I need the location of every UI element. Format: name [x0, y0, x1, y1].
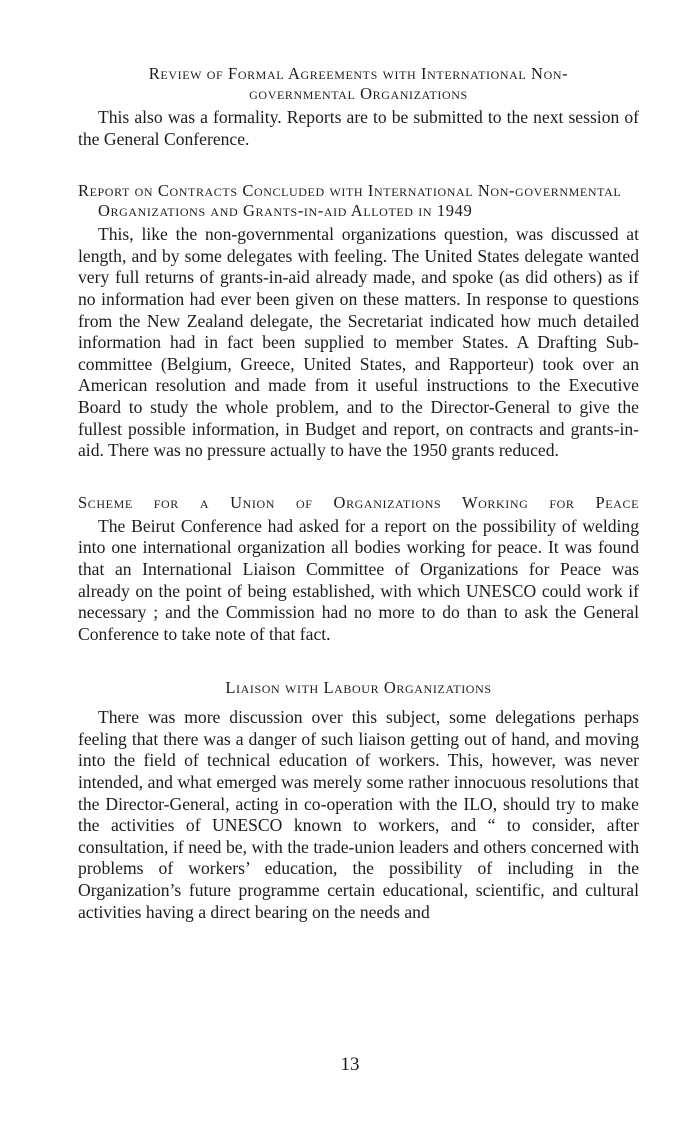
section-heading-contracts-grants: Report on Contracts Concluded with International Non-governmental Organizations and Grants-in-aid Alloted in 1949 [78, 181, 622, 221]
section-body-labour-liaison: There was more discussion over this subject, some delegations perhaps feeling that there was a danger of such liaison getting out of hand, and moving into the field of technical education of workers. This, however, was never intended, and what emerged was merely some rather innocuous resolutions that the Director-General, acting in co-operation with the ILO, should try to make the activities of UNESCO known to workers, and “ to consider, after consultation, if need be, with the trade-union leaders and others concerned with problems of workers’ education, the possibility of including in the Organization’s future programme certain educational, scientific, and cultural activities having a direct bearing on the needs and [78, 707, 639, 922]
document-page [78, 56, 639, 923]
section-heading-labour-liaison: Liaison with Labour Organizations [225, 678, 492, 698]
section-body-contracts-grants: This, like the non-governmental organizations question, was discussed at length, and by some delegates with feeling. The United States delegate wanted very full returns of grants-in-aid already made, and spoke (as did others) as if no information had ever been given on these matters. In response to questions from the New Zealand delegate, the Secretariat indicated how much detailed information had in fact been supplied to member States. A Drafting Sub-committee (Belgium, Greece, United States, and Rapporteur) took over an American resolution and made from it useful instructions to the Executive Board to study the whole problem, and to the Director-General to give the fullest possible information, in Budget and report, on contracts and grants-in-aid. There was no pressure actually to have the 1950 grants reduced. [78, 224, 639, 461]
section-heading-formal-agreements-line2: governmental Organizations [249, 84, 468, 103]
section-body-union-peace: The Beirut Conference had asked for a report on the possibility of welding into one international organization all bodies working for peace. It was found that an International Liaison Committee of Organizations for Peace was already on the point of being established, with which UNESCO could work if necessary ; and the Commission had no more to do than to ask the General Conference to take note of that fact. [78, 515, 639, 644]
section-heading-formal-agreements [78, 64, 639, 104]
section-body-formal-agreements: This also was a formality. Reports are to be submitted to the next session of the General Conference. [78, 107, 639, 149]
section-heading-union-peace: Scheme for a Union of Organizations Working for Peace [78, 492, 639, 512]
section-heading-formal-agreements-line1: Review of Formal Agreements with International Non- [148, 64, 569, 83]
page-number: 13 [340, 1054, 360, 1075]
